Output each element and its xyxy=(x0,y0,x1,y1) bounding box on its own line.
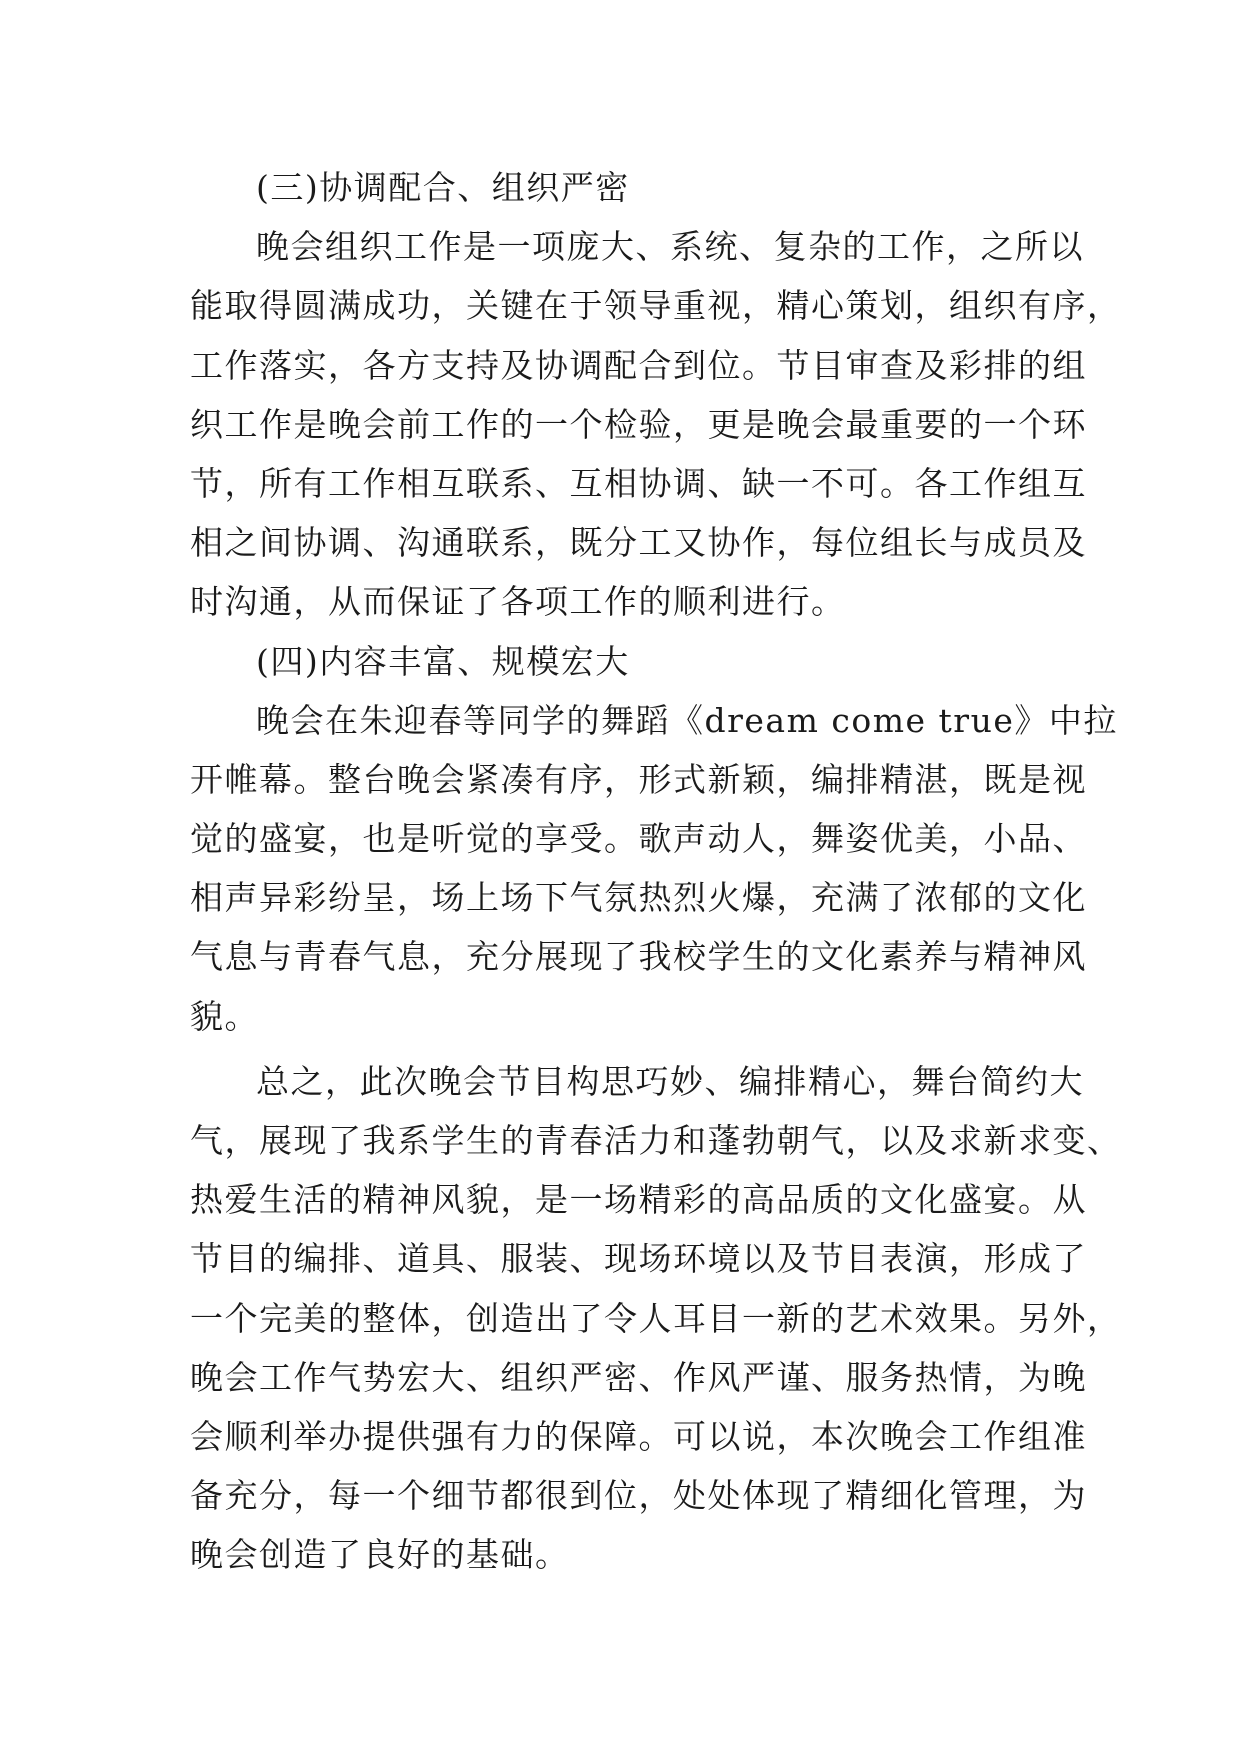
paragraph-line: 相声异彩纷呈，场上场下气氛热烈火爆，充满了浓郁的文化 xyxy=(190,878,1087,918)
paragraph-line: 热爱生活的精神风貌，是一场精彩的高品质的文化盛宴。从 xyxy=(190,1180,1087,1220)
paragraph-line: 开帷幕。整台晚会紧凑有序，形式新颖，编排精湛，既是视 xyxy=(190,759,1087,799)
paragraph-line: 晚会创造了良好的基础。 xyxy=(190,1535,570,1575)
paragraph-line: 织工作是晚会前工作的一个检验，更是晚会最重要的一个环 xyxy=(190,404,1087,444)
paragraph-line: 晚会工作气势宏大、组织严密、作风严谨、服务热情，为晚 xyxy=(190,1357,1087,1397)
paragraph-line: 觉的盛宴，也是听觉的享受。歌声动人，舞姿优美，小品、 xyxy=(190,819,1087,859)
paragraph-line: 晚会在朱迎春等同学的舞蹈《dream come true》中拉 xyxy=(256,700,1118,740)
paragraph-line: 工作落实，各方支持及协调配合到位。节目审查及彩排的组 xyxy=(190,345,1087,385)
paragraph-line: 气，展现了我系学生的青春活力和蓬勃朝气，以及求新求变、 xyxy=(190,1121,1122,1160)
paragraph-line: 备充分，每一个细节都很到位，处处体现了精细化管理，为 xyxy=(190,1476,1087,1516)
paragraph-line: 会顺利举办提供强有力的保障。可以说，本次晚会工作组准 xyxy=(190,1416,1087,1456)
paragraph-line: 相之间协调、沟通联系，既分工又协作，每位组长与成员及 xyxy=(190,523,1087,563)
paragraph-line: 一个完美的整体，创造出了令人耳目一新的艺术效果。另外， xyxy=(190,1298,1122,1338)
paragraph-line: 气息与青春气息，充分展现了我校学生的文化素养与精神风 xyxy=(190,937,1087,977)
section-heading-4: (四)内容丰富、规模宏大 xyxy=(256,641,630,681)
paragraph-line: 总之，此次晚会节目构思巧妙、编排精心，舞台简约大 xyxy=(256,1061,1084,1101)
section-heading-3: (三)协调配合、组织严密 xyxy=(256,168,630,207)
paragraph-line: 节目的编排、道具、服装、现场环境以及节目表演，形成了 xyxy=(190,1239,1087,1279)
paragraph-line: 貌。 xyxy=(190,996,259,1036)
paragraph-line: 时沟通，从而保证了各项工作的顺利进行。 xyxy=(190,582,846,622)
paragraph-line: 能取得圆满成功，关键在于领导重视，精心策划，组织有序， xyxy=(190,286,1122,326)
paragraph-line: 晚会组织工作是一项庞大、系统、复杂的工作，之所以 xyxy=(256,227,1084,267)
document-body xyxy=(190,158,1122,1585)
paragraph-line: 节，所有工作相互联系、互相协调、缺一不可。各工作组互 xyxy=(190,463,1087,503)
